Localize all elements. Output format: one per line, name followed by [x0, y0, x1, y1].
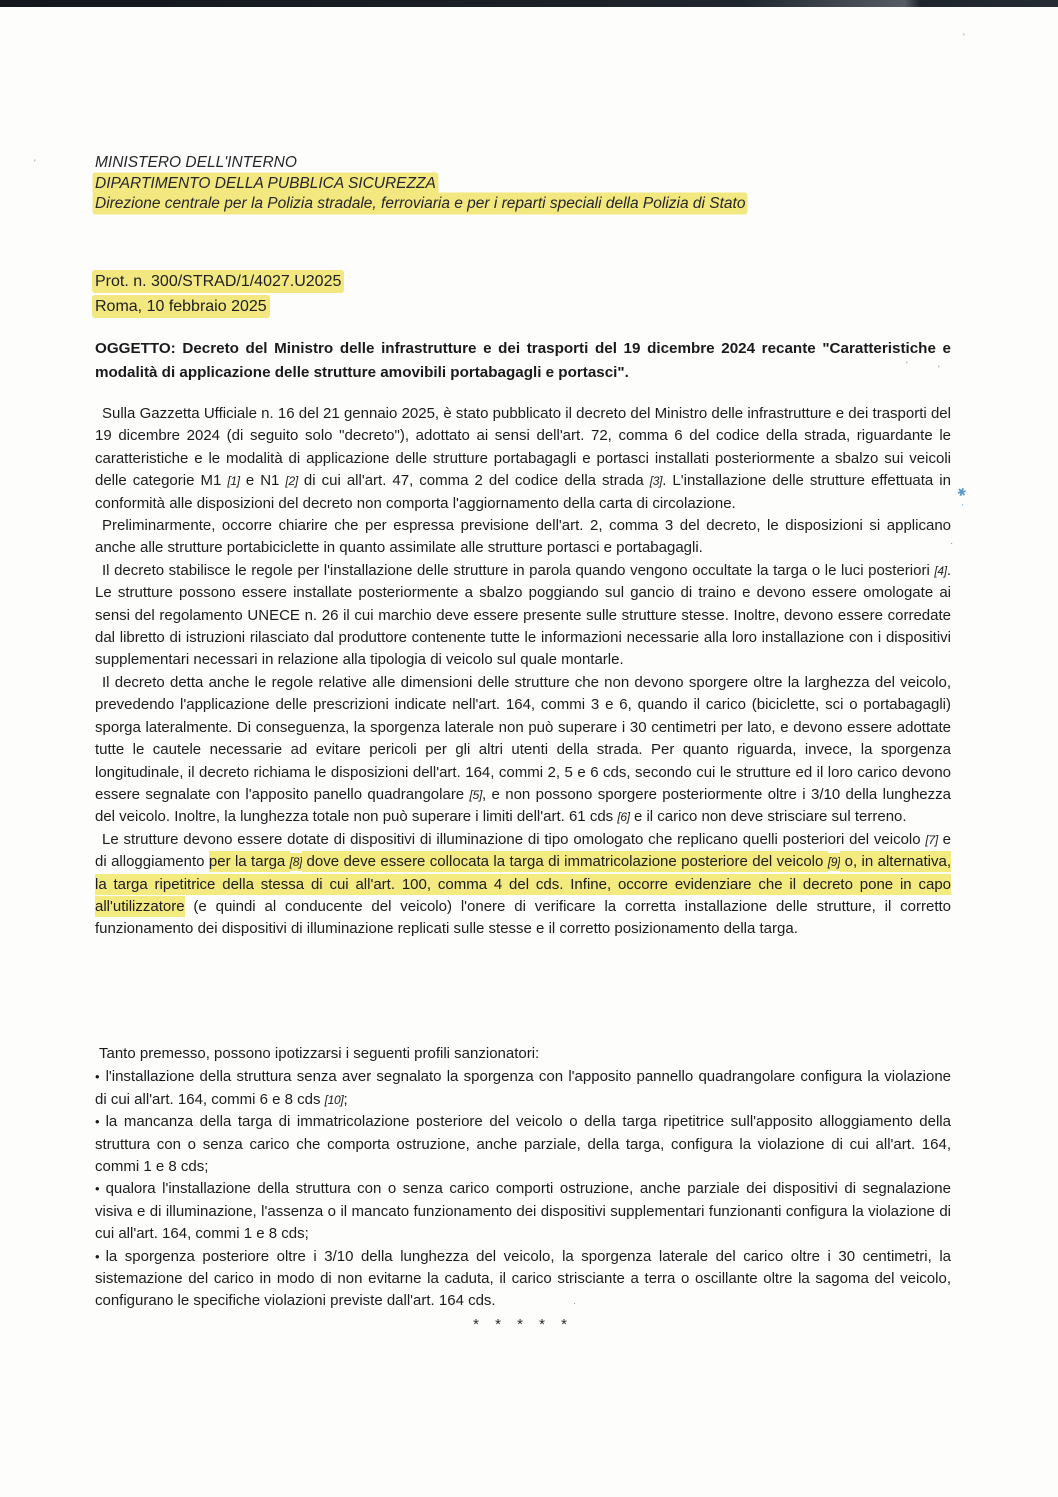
text-run: e il carico non deve strisciare sul terreno.: [629, 808, 907, 826]
sanction-bullet: [95, 1178, 951, 1245]
place-and-date: Roma, 10 febbraio 2025: [95, 297, 267, 315]
letterhead: [95, 153, 951, 215]
bullet-icon: •: [95, 1248, 100, 1264]
letterhead-department-text: DIPARTIMENTO DELLA PUBBLICA SICUREZZA: [95, 174, 436, 192]
text-run: Sulla Gazzetta Ufficiale n. 16 del 21 gennaio 2025, è stato pubblicato il decreto del Ministro delle infrastrutture e dei trasporti del 19 dicembre 2024 (di seguito solo "decreto"), adottato ai sensi dell'art. 72, comma 6 del codice della strada, riguardante le caratteristiche e le modalità di applicazione delle strutture portabagagli e portasci installati posteriormente a sbalzo sui veicoli delle categorie M1: [95, 405, 951, 490]
letterhead-ministry: MINISTERO DELL'INTERNO: [95, 154, 297, 171]
body-paragraphs: [95, 403, 954, 941]
footnote-ref: [7]: [925, 832, 938, 847]
text-run: e N1: [239, 472, 286, 490]
scan-edge-artifact: [0, 0, 1058, 7]
scan-speck: ': [938, 364, 940, 374]
paragraph: [95, 672, 951, 829]
sanctions-list: [95, 1066, 951, 1312]
blue-pen-mark: ·: [950, 538, 954, 549]
paragraph: [95, 515, 954, 560]
footnote-ref: [2]: [285, 474, 298, 489]
scan-speck: ': [34, 158, 36, 168]
sanctions-intro: Tanto premesso, possono ipotizzarsi i seguenti profili sanzionatori:: [99, 1045, 540, 1062]
text-run: e di alloggiamento: [95, 830, 951, 871]
footnote-ref: [10]: [324, 1092, 344, 1107]
paragraph: [95, 829, 951, 941]
text-run: la mancanza della targa di immatricolazione posteriore del veicolo o della targa ripetitrice sull'apposito alloggiamento della struttura con o senza carico che comporta ostruzione, anche parziale, della targa, configura la violazione di cui all'art. 164, commi 1 e 8 cds;: [95, 1113, 951, 1176]
highlighted-run: per la targa: [208, 853, 290, 871]
scan-speck: ': [906, 360, 908, 370]
blue-pen-mark: ': [962, 503, 964, 512]
sanctions-section: [95, 1043, 951, 1313]
text-run: qualora l'installazione della struttura con o senza carico comporti ostruzione, anche parziale dei dispositivi di segnalazione visiva e di illuminazione, l'assenza o il mancato funzionamento dei dispositivi supplementari funzionanti configura la violazione di cui all'art. 164, commi 1 e 8 cds;: [95, 1180, 951, 1243]
text-run: Preliminarmente, occorre chiarire che per espressa previsione dell'art. 2, comma 3 del decreto, le disposizioni si applicano anche alle strutture portabiciclette in quanto assimilate alle strutture portasci e portabagagli.: [95, 517, 951, 557]
text-run: (e quindi al conducente del veicolo) l'onere di verificare la corretta installazione delle strutture, il corretto funzionamento dei dispositivi di illuminazione replicati sulle stesse e il corretto posizionamento della targa.: [95, 897, 951, 938]
highlighted-run: dove deve essere collocata la targa di immatricolazione posteriore del veicolo: [302, 853, 828, 871]
text-run: . L'installazione delle strutture effettuata in conformità alle disposizioni del decreto non comporta l'aggiornamento della carta di circolazione.: [95, 472, 951, 512]
protocol-number: Prot. n. 300/STRAD/1/4027.U2025: [95, 273, 342, 290]
paragraph: [95, 403, 951, 515]
sanction-bullet: [95, 1066, 951, 1111]
blue-pen-mark: ✱: [955, 485, 968, 501]
footnote-ref: [9]: [827, 855, 841, 870]
text-run: Il decreto stabilisce le regole per l'installazione delle strutture in parola quando vengono occultate la targa o le luci posteriori: [102, 561, 935, 579]
footnote-ref: [1]: [227, 474, 240, 489]
footnote-ref: [4]: [934, 563, 947, 578]
text-run: l'installazione della struttura senza aver segnalato la sporgenza con l'apposito pannello quadrangolare configura la violazione di cui all'art. 164, commi 6 e 8 cds: [95, 1068, 951, 1108]
place-date-line: [95, 295, 951, 320]
sanction-bullet: [95, 1111, 951, 1178]
paragraph: [95, 560, 951, 672]
text-run: , e non possono sporgere posteriormente oltre i 3/10 della lunghezza del veicolo. Inoltre, la lunghezza totale non può superare i limiti dell'art. 61 cds: [95, 785, 951, 826]
footnote-ref: [6]: [617, 810, 630, 825]
footnote-ref: [8]: [289, 855, 303, 870]
scan-speck: ·: [573, 1298, 576, 1308]
footnote-ref: [3]: [649, 474, 663, 489]
protocol-number-line: [95, 270, 951, 295]
text-run: la sporgenza posteriore oltre i 3/10 della lunghezza del veicolo, la sporgenza laterale del carico oltre i 30 centimetri, la sistemazione del carico in modo di non evitarne la caduta, il carico strisciante a terra o oscillante oltre la sagoma del veicolo, configurano le specifiche violazioni previste dall'art. 164 cds.: [95, 1247, 951, 1310]
highlighted-run: o, in alternativa, la targa ripetitrice della stessa di cui all'art. 100, comma 4 del cds. Infine, occorre evidenziare che il decreto pone in capo all'utilizzatore: [95, 853, 951, 915]
bullet-icon: •: [95, 1114, 100, 1130]
protocol-block: [95, 270, 951, 319]
footnote-ref: [5]: [469, 787, 482, 802]
bullet-icon: •: [95, 1181, 100, 1197]
letterhead-department: [95, 174, 951, 195]
sanction-bullet: [95, 1246, 951, 1313]
section-separator: * * * * *: [473, 1316, 573, 1333]
text-run: ;: [343, 1090, 348, 1108]
bullet-icon: •: [95, 1069, 100, 1085]
text-run: . Le strutture possono essere installate posteriormente a sbalzo poggiando sul gancio di traino e devono essere omologate ai sensi del regolamento UNECE n. 26 il cui marchio deve essere presente sulle strutture stesse. Inoltre, devono essere corredate dal libretto di istruzioni rilasciato dal produttore contenente tutte le informazioni necessarie alla loro installazione con i dispositivi supplementari necessari in relazione alla tipologia di veicolo sul quale montarle.: [95, 561, 951, 669]
letterhead-directorate-text: Direzione centrale per la Polizia stradale, ferroviaria e per i reparti speciali della Polizia di Stato: [95, 195, 746, 212]
subject-line: OGGETTO: Decreto del Ministro delle infrastrutture e dei trasporti del 19 dicembre 2024 recante "Caratteristiche e modalità di applicazione delle strutture amovibili portabagagli e portasci".: [95, 340, 951, 381]
text-run: Il decreto detta anche le regole relative alle dimensioni delle strutture che non devono sporgere oltre la larghezza del veicolo, prevedendo l'applicazione delle prescrizioni indicate nell'art. 164, commi 3 e 6, quando il carico (biciclette, sci o portabagagli) sporga lateralmente. Di conseguenza, la sporgenza laterale non può superare i 30 centimetri per lato, e devono essere adottate tutte le cautele necessarie ad evitare pericoli per gli altri utenti della strada. Per quanto riguarda, invece, la sporgenza longitudinale, il decreto richiama le disposizioni dell'art. 164, commi 2, 5 e 6 cds, secondo cui le strutture ed il loro carico devono essere segnalate con l'apposito panello quadrangolare: [95, 673, 951, 803]
text-run: di cui all'art. 47, comma 2 del codice della strada: [297, 472, 650, 490]
letterhead-directorate: [95, 194, 951, 215]
scan-speck: ': [963, 32, 965, 42]
text-run: Le strutture devono essere dotate di dispositivi di illuminazione di tipo omologato che replicano quelli posteriori del veicolo: [102, 830, 926, 848]
